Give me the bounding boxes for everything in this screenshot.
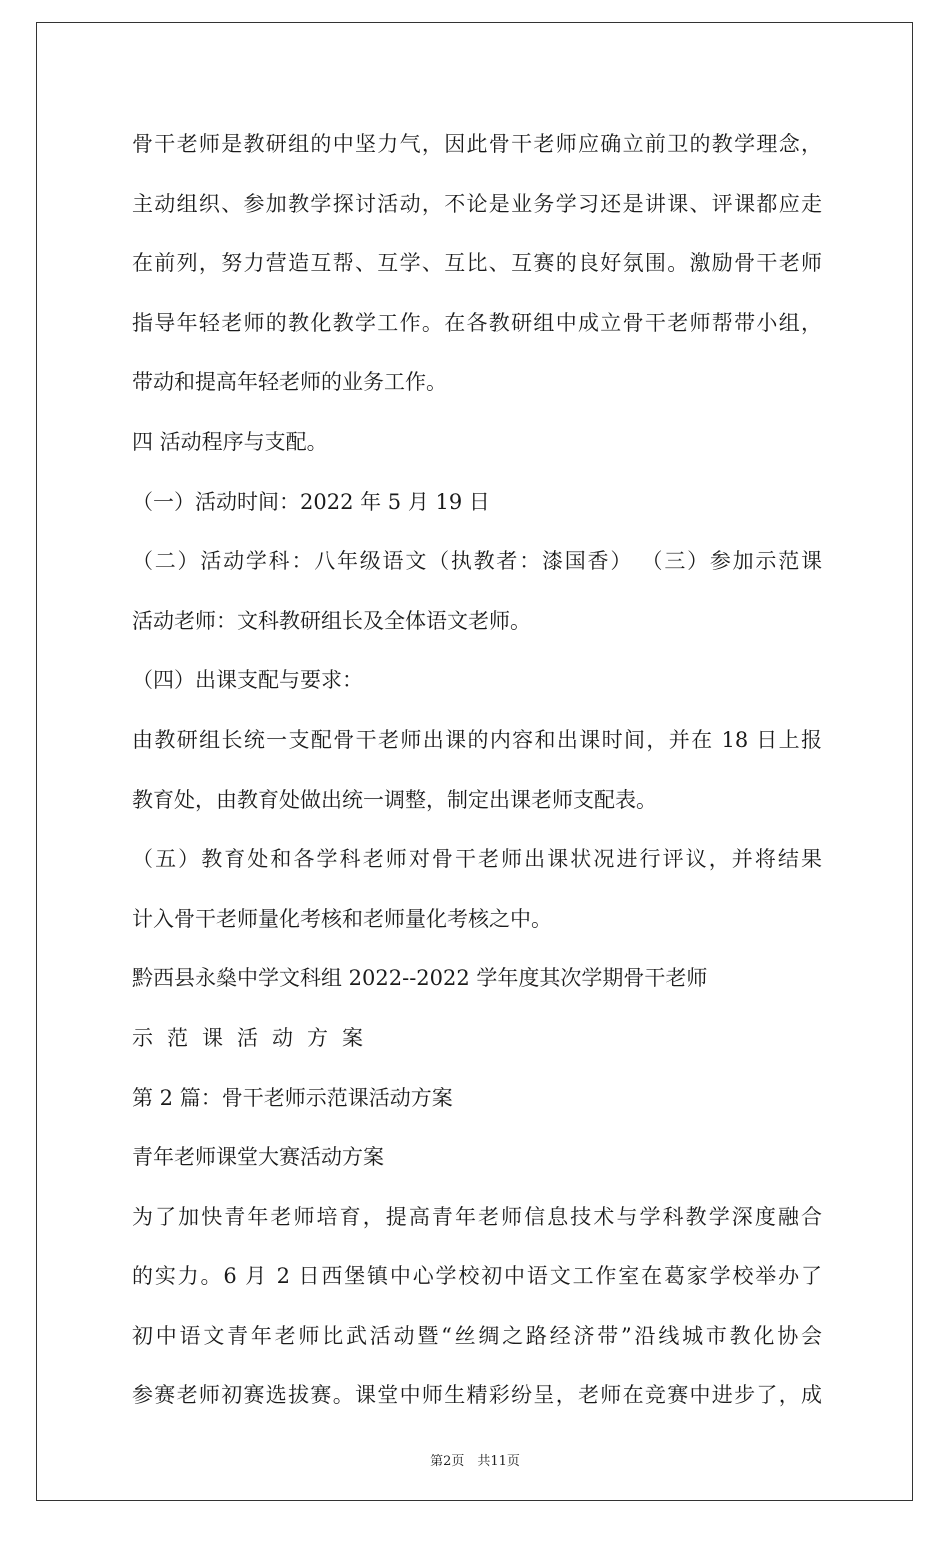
document-title-line: 黔西县永燊中学文科组 2022--2022 学年度其次学期骨干老师	[132, 966, 708, 991]
paragraph-line: 初中语文青年老师比武活动暨“丝绸之路经济带”沿线城市教化协会	[132, 1323, 822, 1348]
paragraph-line: 计入骨干老师量化考核和老师量化考核之中。	[132, 906, 552, 931]
paragraph-line: 参赛老师初赛选拔赛。课堂中师生精彩纷呈，老师在竞赛中进步了，成	[132, 1383, 822, 1408]
page-number-footer: 第2页 共11页	[430, 1454, 520, 1469]
section-heading: 四 活动程序与支配。	[132, 429, 328, 454]
chapter-subtitle: 青年老师课堂大赛活动方案	[132, 1145, 384, 1170]
paragraph-line: 主动组织、参加教学探讨活动，不论是业务学习还是讲课、评课都应走	[132, 191, 822, 216]
document-title-line: 示范课活动方案	[132, 1025, 377, 1050]
paragraph-line: 指导年轻老师的教化教学工作。在各教研组中成立骨干老师帮带小组，	[132, 310, 822, 335]
paragraph-line: 在前列，努力营造互帮、互学、互比、互赛的良好氛围。激励骨干老师	[132, 251, 822, 276]
paragraph-line: （五）教育处和各学科老师对骨干老师出课状况进行评议，并将结果	[132, 847, 822, 872]
paragraph-line: （一）活动时间：2022 年 5 月 19 日	[132, 489, 490, 514]
paragraph-line: 骨干老师是教研组的中坚力气，因此骨干老师应确立前卫的教学理念，	[132, 132, 822, 156]
paragraph-line: （四）出课支配与要求：	[132, 668, 363, 693]
paragraph-line: 由教研组长统一支配骨干老师出课的内容和出课时间，并在 18 日上报	[132, 727, 822, 752]
chapter-heading: 第 2 篇：骨干老师示范课活动方案	[132, 1085, 453, 1110]
paragraph-line: （二）活动学科：八年级语文（执教者：漆国香） （三）参加示范课	[132, 549, 822, 574]
paragraph-line: 为了加快青年老师培育，提高青年老师信息技术与学科教学深度融合	[132, 1204, 822, 1229]
paragraph-line: 活动老师：文科教研组长及全体语文老师。	[132, 608, 531, 633]
paragraph-line: 教育处，由教育处做出统一调整，制定出课老师支配表。	[132, 787, 657, 812]
paragraph-line: 带动和提高年轻老师的业务工作。	[132, 370, 447, 395]
paragraph-line: 的实力。6 月 2 日西堡镇中心学校初中语文工作室在葛家学校举办了	[132, 1264, 822, 1289]
document-body	[132, 120, 822, 1431]
